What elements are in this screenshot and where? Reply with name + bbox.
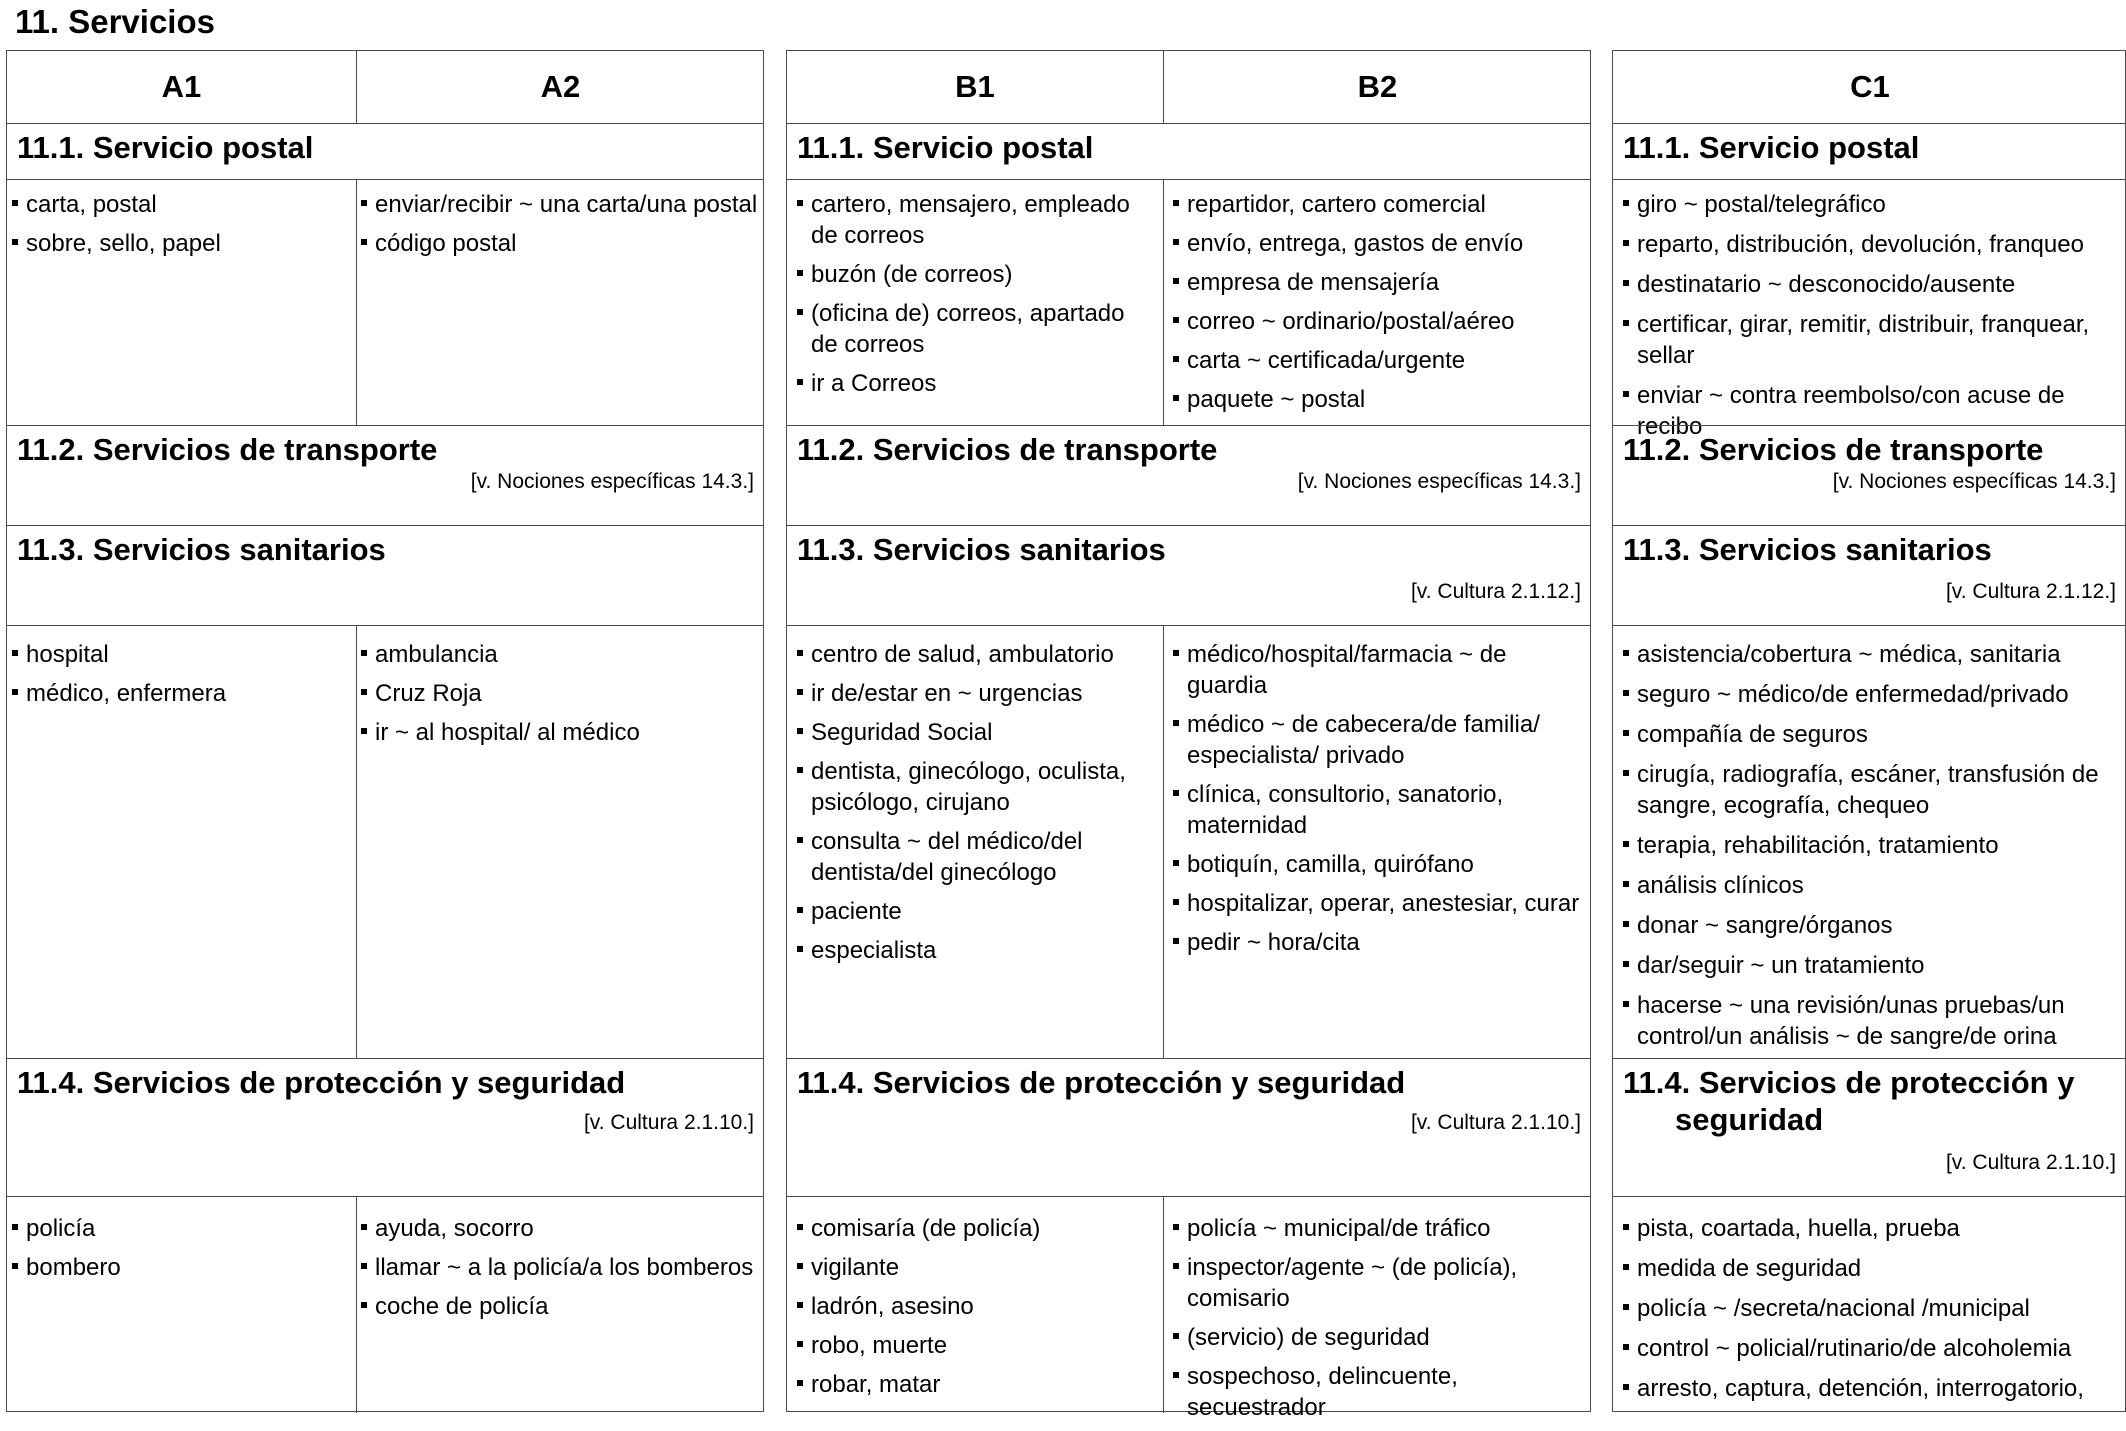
proteccion-c1-cell [1622,1213,2120,1413]
list-item: policía [11,1213,351,1244]
list-item: médico/hospital/farmacia ~ de guardia [1172,639,1586,701]
list-item: llamar ~ a la policía/a los bomberos [360,1252,760,1283]
list-item: consulta ~ del médico/del dentista/del ginecólogo [796,826,1154,888]
section-proteccion-header [7,1058,763,1196]
list-item: ir a Correos [796,368,1154,399]
list-item: seguro ~ médico/de enfermedad/privado [1622,679,2120,710]
list-item: enviar/recibir ~ una carta/una postal [360,189,760,220]
list-item: cirugía, radiografía, escáner, transfusión de sangre, ecografía, chequeo [1622,759,2120,821]
list-item: comisaría (de policía) [796,1213,1154,1244]
sanitarios-b1-cell [796,639,1154,974]
section-reference: [v. Cultura 2.1.12.] [1945,580,2116,603]
section-title: 11.3. Servicios sanitarios [1623,532,1992,567]
list-item: ir de/estar en ~ urgencias [796,678,1154,709]
list-item: ir ~ al hospital/ al médico [360,717,760,748]
list-item: sospechoso, delincuente, secuestrador [1172,1361,1586,1423]
list-item: medida de seguridad [1622,1253,2120,1284]
section-reference: [v. Nociones específicas 14.3.] [470,470,754,493]
postal-c1-cell [1622,189,2120,451]
level-b2-header: B2 [1357,69,1398,104]
list-item: giro ~ postal/telegráfico [1622,189,2120,220]
list-item: repartidor, cartero comercial [1172,189,1586,220]
section-reference: [v. Cultura 2.1.10.] [583,1111,754,1134]
level-c1-header: C1 [1850,69,1890,104]
list-item: dar/seguir ~ un tratamiento [1622,950,2120,981]
list-item: (oficina de) correos, apartado de correos [796,298,1154,360]
section-title: 11.3. Servicios sanitarios [17,532,386,567]
section-reference: [v. Nociones específicas 14.3.] [1297,470,1581,493]
list-item: médico ~ de cabecera/de familia/ especialista/ privado [1172,709,1586,771]
list-item: dentista, ginecólogo, oculista, psicólogo, cirujano [796,756,1154,818]
list-item: cartero, mensajero, empleado de correos [796,189,1154,251]
postal-a2-cell [360,189,760,267]
section-reference: [v. Cultura 2.1.10.] [1410,1111,1581,1134]
section-title: 11.1. Servicio postal [797,130,1094,165]
list-item: terapia, rehabilitación, tratamiento [1622,830,2120,861]
list-item: certificar, girar, remitir, distribuir, franquear, sellar [1622,309,2120,371]
list-item: compañía de seguros [1622,719,2120,750]
list-item: hospitalizar, operar, anestesiar, curar [1172,888,1586,919]
section-transporte-header [7,425,763,525]
list-item: paciente [796,896,1154,927]
list-item: buzón (de correos) [796,259,1154,290]
sanitarios-a1-cell [11,639,351,717]
list-item: hospital [11,639,351,670]
level-a1-header: A1 [161,69,202,104]
section-title-continued: seguridad [1675,1102,1824,1137]
proteccion-b2-cell [1172,1213,1586,1431]
section-sanitarios-header [1613,525,2125,625]
section-title: 11.2. Servicios de transporte [17,432,438,467]
postal-a1-cell [11,189,351,267]
section-title: 11.4. Servicios de protección y seguridad [797,1065,1406,1100]
section-title: 11.2. Servicios de transporte [1623,432,2044,467]
section-title: 11.1. Servicio postal [17,130,314,165]
postal-b2-cell [1172,189,1586,423]
list-item: bombero [11,1252,351,1283]
proteccion-a2-cell [360,1213,760,1330]
level-b1-header: B1 [955,69,995,104]
list-item: control ~ policial/rutinario/de alcoholemia [1622,1333,2120,1364]
list-item: botiquín, camilla, quirófano [1172,849,1586,880]
list-item: correo ~ ordinario/postal/aéreo [1172,306,1586,337]
section-title: 11.4. Servicios de protección y seguridad [17,1065,626,1100]
list-item: arresto, captura, detención, interrogatorio, [1622,1373,2120,1404]
section-reference: [v. Cultura 2.1.10.] [1945,1151,2116,1174]
list-item: pista, coartada, huella, prueba [1622,1213,2120,1244]
list-item: destinatario ~ desconocido/ausente [1622,269,2120,300]
list-item: asistencia/cobertura ~ médica, sanitaria [1622,639,2120,670]
table-a-levels [6,50,764,1412]
section-postal-header [7,123,763,179]
list-item: paquete ~ postal [1172,384,1586,415]
list-item: hacerse ~ una revisión/unas pruebas/un control/un análisis ~ de sangre/de orina [1622,990,2120,1052]
table-c-levels [1612,50,2126,1412]
list-item: (servicio) de seguridad [1172,1322,1586,1353]
list-item: inspector/agente ~ (de policía), comisario [1172,1252,1586,1314]
list-item: empresa de mensajería [1172,267,1586,298]
list-item: coche de policía [360,1291,760,1322]
list-item: médico, enfermera [11,678,351,709]
list-item: envío, entrega, gastos de envío [1172,228,1586,259]
postal-b1-cell [796,189,1154,407]
list-item: vigilante [796,1252,1154,1283]
list-item: sobre, sello, papel [11,228,351,259]
section-proteccion-header [787,1058,1590,1196]
list-item: análisis clínicos [1622,870,2120,901]
list-item: carta ~ certificada/urgente [1172,345,1586,376]
sanitarios-b2-cell [1172,639,1586,966]
section-title: 11.2. Servicios de transporte [797,432,1218,467]
level-a2-header: A2 [540,69,581,104]
list-item: Seguridad Social [796,717,1154,748]
list-item: ladrón, asesino [796,1291,1154,1322]
table-b-levels [786,50,1591,1421]
section-reference: [v. Cultura 2.1.12.] [1410,580,1581,603]
section-postal-header [1613,123,2125,179]
list-item: robar, matar [796,1369,1154,1400]
list-item: Cruz Roja [360,678,760,709]
section-proteccion-header [1613,1058,2125,1196]
sanitarios-a2-cell [360,639,760,756]
proteccion-b1-cell [796,1213,1154,1408]
page-title: 11. Servicios [15,3,215,40]
list-item: donar ~ sangre/órganos [1622,910,2120,941]
list-item: policía ~ municipal/de tráfico [1172,1213,1586,1244]
section-transporte-header [787,425,1590,525]
list-item: policía ~ /secreta/nacional /municipal [1622,1293,2120,1324]
section-reference: [v. Nociones específicas 14.3.] [1832,470,2116,493]
section-postal-header [787,123,1590,179]
section-title: 11.4. Servicios de protección y [1623,1065,2075,1100]
section-title: 11.3. Servicios sanitarios [797,532,1166,567]
list-item: ayuda, socorro [360,1213,760,1244]
list-item: carta, postal [11,189,351,220]
list-item: pedir ~ hora/cita [1172,927,1586,958]
list-item: clínica, consultorio, sanatorio, maternidad [1172,779,1586,841]
sanitarios-c1-cell [1622,639,2120,1061]
list-item: reparto, distribución, devolución, franqueo [1622,229,2120,260]
proteccion-a1-cell [11,1213,351,1291]
section-sanitarios-header [7,525,763,625]
list-item: ambulancia [360,639,760,670]
list-item: robo, muerte [796,1330,1154,1361]
section-sanitarios-header [787,525,1590,625]
section-transporte-header [1613,425,2125,525]
list-item: centro de salud, ambulatorio [796,639,1154,670]
section-title: 11.1. Servicio postal [1623,130,1920,165]
list-item: enviar ~ contra reembolso/con acuse de recibo [1622,380,2120,442]
list-item: código postal [360,228,760,259]
list-item: especialista [796,935,1154,966]
